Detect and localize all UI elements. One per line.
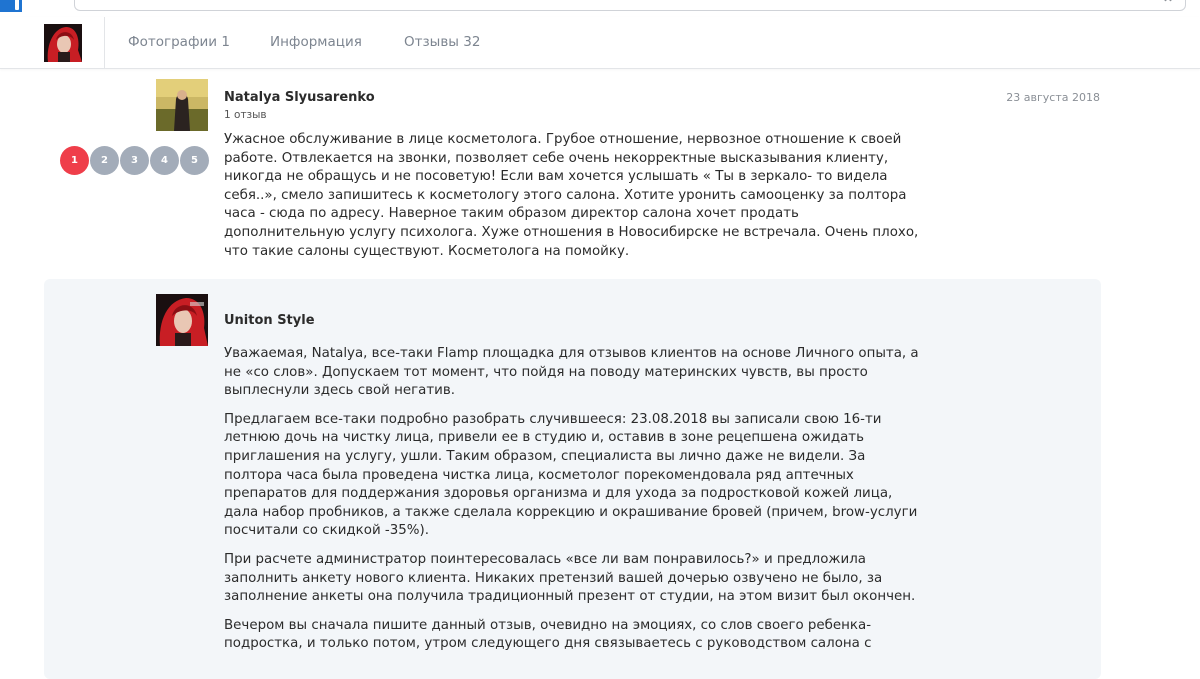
rating-dot: 5 bbox=[180, 146, 209, 175]
company-tabs bbox=[0, 17, 1200, 69]
search-input[interactable] bbox=[74, 0, 1186, 11]
company-avatar[interactable] bbox=[156, 294, 208, 346]
answer-paragraph: Уважаемая, Natalya, все-таки Flamp площадка для отзывов клиентов на основе Личного опыта, а не «со слов». Допускаем тот момент, что пойдя на поводу материнских чувств, вы просто выплеснули здесь свой негатив. bbox=[224, 346, 919, 399]
rating-dot: 2 bbox=[90, 146, 119, 175]
company-logo[interactable] bbox=[44, 24, 82, 62]
company-name[interactable]: Uniton Style bbox=[224, 313, 315, 328]
tab-info[interactable]: Информация bbox=[270, 34, 362, 50]
answer-paragraph: При расчете администратор поинтересовалась «все ли вам понравилось?» и предложила заполнить анкету нового клиента. Никаких претензий вашей дочерью озвучено не было, за заполнение анкеты она получила традиционный презент от студии, на этом визит был окончен. bbox=[224, 551, 916, 605]
reviewer-review-count[interactable]: 1 отзыв bbox=[224, 109, 267, 121]
close-icon[interactable] bbox=[1163, 0, 1173, 1]
answer-paragraph: Вечером вы сначала пишите данный отзыв, очевидно на эмоциях, со слов своего ребенка-подростка, и только потом, утром следующего дня связываетесь с руководством салона с bbox=[224, 617, 872, 652]
review-date: 23 августа 2018 bbox=[1006, 91, 1100, 104]
rating-dot: 1 bbox=[60, 146, 89, 175]
flamp-f-icon[interactable] bbox=[0, 0, 22, 12]
reviewer-name[interactable]: Natalya Slyusarenko bbox=[224, 90, 375, 105]
rating-dot: 4 bbox=[150, 146, 179, 175]
reviewer-avatar[interactable] bbox=[156, 79, 208, 131]
review-text: Ужасное обслуживание в лице косметолога. Грубое отношение, нервозное отношение к своей работе. Отвлекается на звонки, позволяет себе очень некорректные высказывания клиенту, никогда не обращусь и не посоветую! Если вам хочется услышать « Ты в зеркало- то видела себя..», смело запишитесь к косметологу этого салона. Хотите уронить самооценку за полтора часа - сюда по адресу. Наверное таким образом директор салона хочет продать дополнительную услугу психолога. Хуже отношения в Новосибирске не встречала. Очень плохо, что такие салоны существуют. Косметолога на помойку. bbox=[224, 132, 919, 259]
tab-separator bbox=[104, 17, 105, 69]
top-bar bbox=[0, 0, 1200, 14]
tab-reviews[interactable]: Отзывы 32 bbox=[404, 34, 481, 50]
answer-text bbox=[224, 345, 924, 664]
answer-paragraph: Предлагаем все-таки подробно разобрать случившееся: 23.08.2018 вы записали свою 16-ти летнюю дочь на чистку лица, привели ее в студию и, оставив в зоне рецепшена ожидать приглашения на услугу, ушли. Таким образом, специалиста вы лично даже не видели. За полтора часа была проведена чистка лица, косметолог порекомендовала ряд аптечных препаратов для поддержания здоровья организма и для ухода за подростковой кожей лица, дала набор пробников, а также сделала коррекцию и окрашивание бровей (причем, brow-услуги посчитали со скидкой -35%). bbox=[224, 411, 918, 539]
rating-dot: 3 bbox=[120, 146, 149, 175]
tab-photos[interactable]: Фотографии 1 bbox=[128, 34, 230, 50]
